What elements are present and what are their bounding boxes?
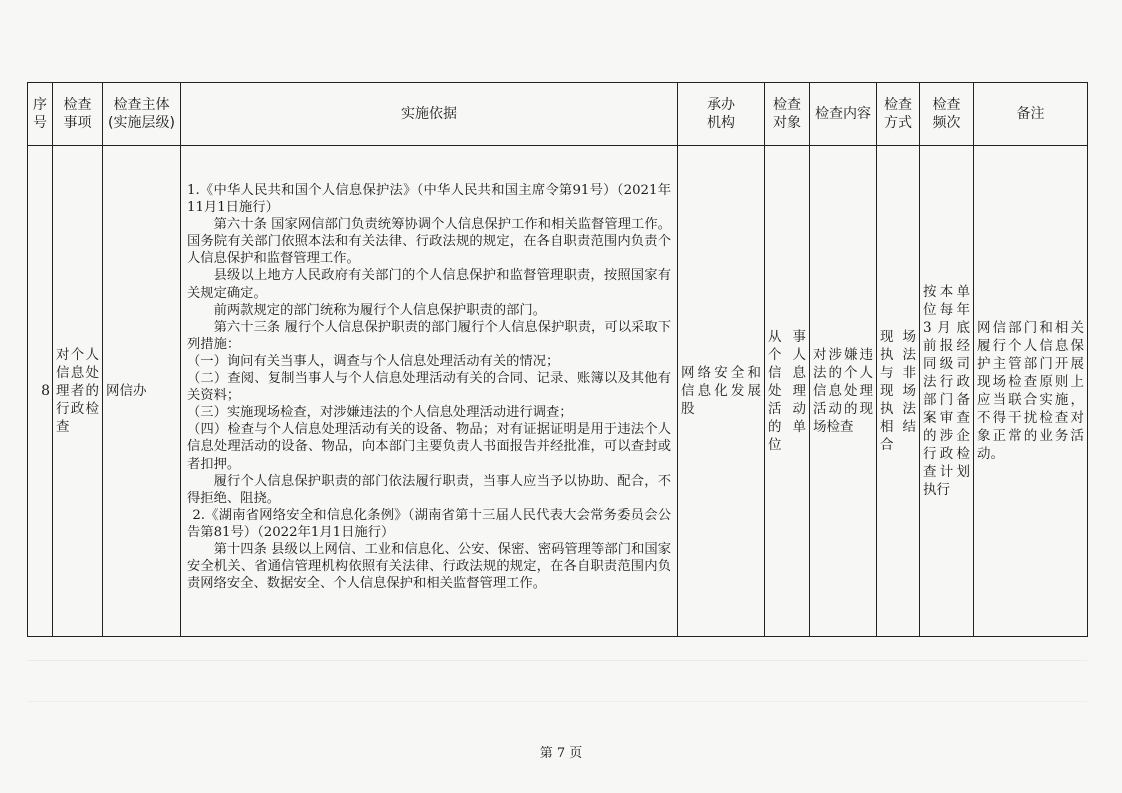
- basis-text: [187, 182, 671, 592]
- header-subject: 检查主体 (实施层级): [103, 83, 181, 146]
- row-no: 8: [28, 146, 53, 637]
- header-no: 序号: [28, 83, 53, 146]
- header-item: 检查事项: [53, 83, 103, 146]
- header-object: 检查对象: [765, 83, 810, 146]
- row-remark: 网信部门和相关履行个人信息保护主管部门开展现场检查原则上应当联合实施，不得干扰检查对象正常的业务活动。: [974, 146, 1088, 637]
- basis-paragraph: 前两款规定的部门统称为履行个人信息保护职责的部门。: [213, 302, 547, 318]
- basis-paragraph: 第六十条 国家网信部门负责统筹协调个人信息保护工作和相关监督管理工作。国务院有关部门依照本法和有关法律、行政法规的规定，在各自职责范围内负责个人信息保护和监督管理工作。: [187, 217, 671, 267]
- bleed-through-lines: [27, 660, 1087, 702]
- basis-paragraph: （三）实施现场检查，对涉嫌违法的个人信息处理活动进行调查；: [187, 405, 573, 421]
- header-org: 承办机构: [678, 83, 765, 146]
- header-remark: 备注: [974, 83, 1088, 146]
- row-subject: 网信办: [103, 146, 181, 637]
- basis-paragraph: 第六十三条 履行个人信息保护职责的部门履行个人信息保护职责，可以采取下列措施：: [187, 319, 671, 352]
- basis-paragraph: 1.《中华人民共和国个人信息保护法》（中华人民共和国主席令第91号）（2021年11月1日施行）: [187, 183, 671, 216]
- header-basis: 实施依据: [181, 83, 678, 146]
- row-frequency: 按本单位每年3月底前报经同级司法行政部门备案审查的涉企行政检查计划执行: [920, 146, 974, 637]
- header-frequency: 检查频次: [920, 83, 974, 146]
- basis-paragraph: 2.《湖南省网络安全和信息化条例》（湖南省第十三届人民代表大会常务委员会公告第81号）（2022年1月1日施行）: [187, 507, 671, 540]
- inspection-table: [27, 82, 1088, 637]
- basis-paragraph: （一）询问有关当事人，调查与个人信息处理活动有关的情况；: [187, 353, 560, 369]
- table-row: [28, 146, 1088, 637]
- row-item: 对个人信息处理者的行政检查: [53, 146, 103, 637]
- page-number: 第 7 页: [539, 746, 583, 761]
- header-content: 检查内容: [810, 83, 877, 146]
- basis-paragraph: 县级以上地方人民政府有关部门的个人信息保护和监督管理职责，按照国家有关规定确定。: [187, 268, 671, 301]
- header-method: 检查方式: [877, 83, 920, 146]
- basis-paragraph: 履行个人信息保护职责的部门依法履行职责，当事人应当予以协助、配合，不得拒绝、阻挠。: [187, 473, 671, 506]
- basis-paragraph: （四）检查与个人信息处理活动有关的设备、物品；对有证据证明是用于违法个人信息处理活动的设备、物品，向本部门主要负责人书面报告并经批准，可以查封或者扣押。: [187, 422, 671, 472]
- table-header-row: [28, 83, 1088, 146]
- basis-paragraph: 第十四条 县级以上网信、工业和信息化、公安、保密、密码管理等部门和国家安全机关、省通信管理机构依照有关法律、行政法规的规定，在各自职责范围内负责网络安全、数据安全、个人信息保护和相关监督管理工作。: [187, 541, 671, 592]
- row-method: 现场执法与非现场执法相结合: [877, 146, 920, 637]
- basis-paragraph: （二）查阅、复制当事人与个人信息处理活动有关的合同、记录、账簿以及其他有关资料；: [187, 371, 671, 404]
- row-basis: [181, 146, 678, 637]
- row-content: 对涉嫌违法的个人信息处理活动的现场检查: [810, 146, 877, 637]
- row-org: 网络安全和信息化发展股: [678, 146, 765, 637]
- row-object: 从事个人信息处理活动的单位: [765, 146, 810, 637]
